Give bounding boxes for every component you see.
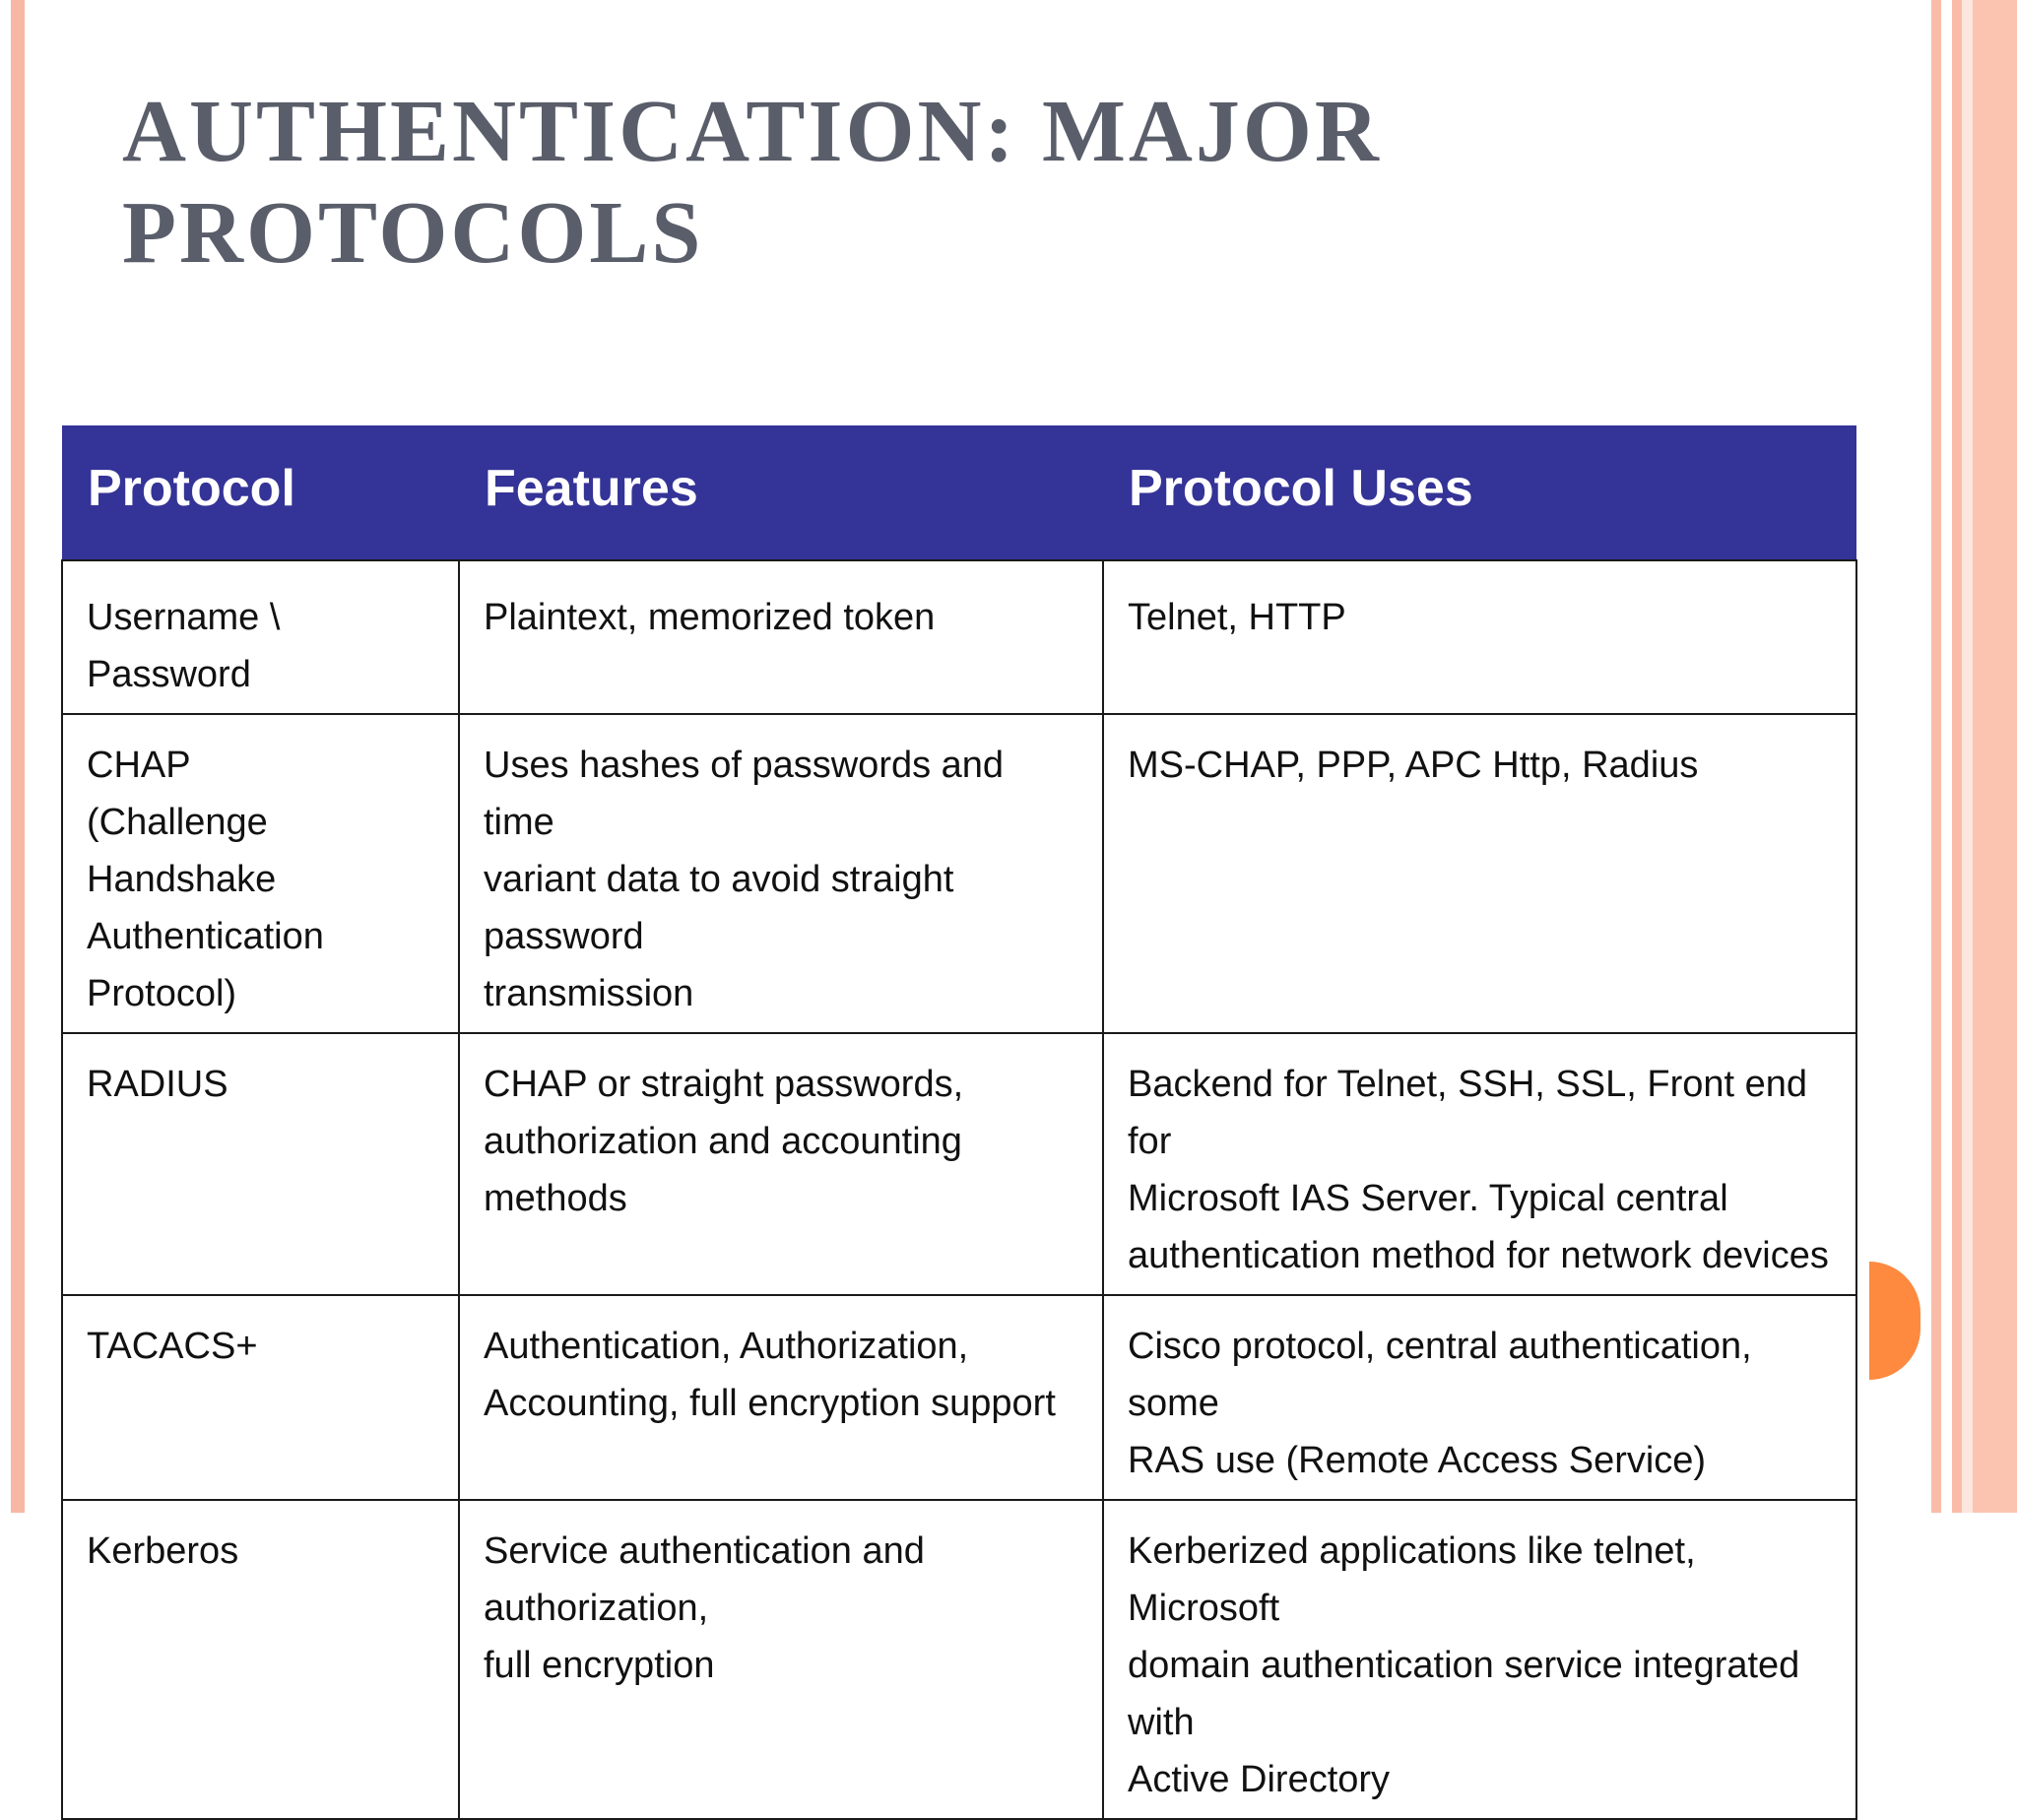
left-border-decoration [11, 0, 25, 1513]
table-row [62, 714, 1856, 1033]
table-row [62, 1500, 1856, 1819]
right-border-stripe [1931, 0, 1941, 1513]
table-row [62, 560, 1856, 714]
cell-protocol: Username \ Password [62, 560, 459, 714]
cell-features: CHAP or straight passwords, authorization and accounting methods [459, 1033, 1103, 1295]
right-border-gap [1941, 0, 1952, 1513]
cell-uses: Cisco protocol, central authentication, some RAS use (Remote Access Service) [1103, 1295, 1856, 1500]
cell-uses: Kerberized applications like telnet, Microsoft domain authentication service integrated with Active Directory [1103, 1500, 1856, 1819]
slide-title-line2: PROTOCOLS [122, 184, 704, 282]
orange-half-circle-decoration [1869, 1262, 1920, 1380]
right-border-stripe [1973, 0, 2017, 1513]
header-protocol: Protocol [62, 425, 459, 560]
right-border-stripe [1952, 0, 1962, 1513]
header-protocol-uses: Protocol Uses [1103, 425, 1856, 560]
table-header-row [62, 425, 1856, 560]
right-border-stripe [1962, 0, 1973, 1513]
table-row [62, 1033, 1856, 1295]
cell-uses: Telnet, HTTP [1103, 560, 1856, 714]
cell-protocol: Kerberos [62, 1500, 459, 1819]
cell-features: Uses hashes of passwords and time variant data to avoid straight password transmission [459, 714, 1103, 1033]
cell-protocol: CHAP (Challenge Handshake Authentication Protocol) [62, 714, 459, 1033]
cell-protocol: TACACS+ [62, 1295, 459, 1500]
table-row [62, 1295, 1856, 1500]
cell-uses: MS-CHAP, PPP, APC Http, Radius [1103, 714, 1856, 1033]
cell-uses: Backend for Telnet, SSH, SSL, Front end for Microsoft IAS Server. Typical central authentication method for network devices [1103, 1033, 1856, 1295]
header-features: Features [459, 425, 1103, 560]
protocols-table [61, 425, 1857, 1820]
cell-protocol: RADIUS [62, 1033, 459, 1295]
cell-features: Authentication, Authorization, Accounting, full encryption support [459, 1295, 1103, 1500]
cell-features: Plaintext, memorized token [459, 560, 1103, 714]
slide-title [122, 81, 1796, 284]
slide-title-line1: AUTHENTICATION: MAJOR [122, 83, 1382, 180]
cell-features: Service authentication and authorization, full encryption [459, 1500, 1103, 1819]
